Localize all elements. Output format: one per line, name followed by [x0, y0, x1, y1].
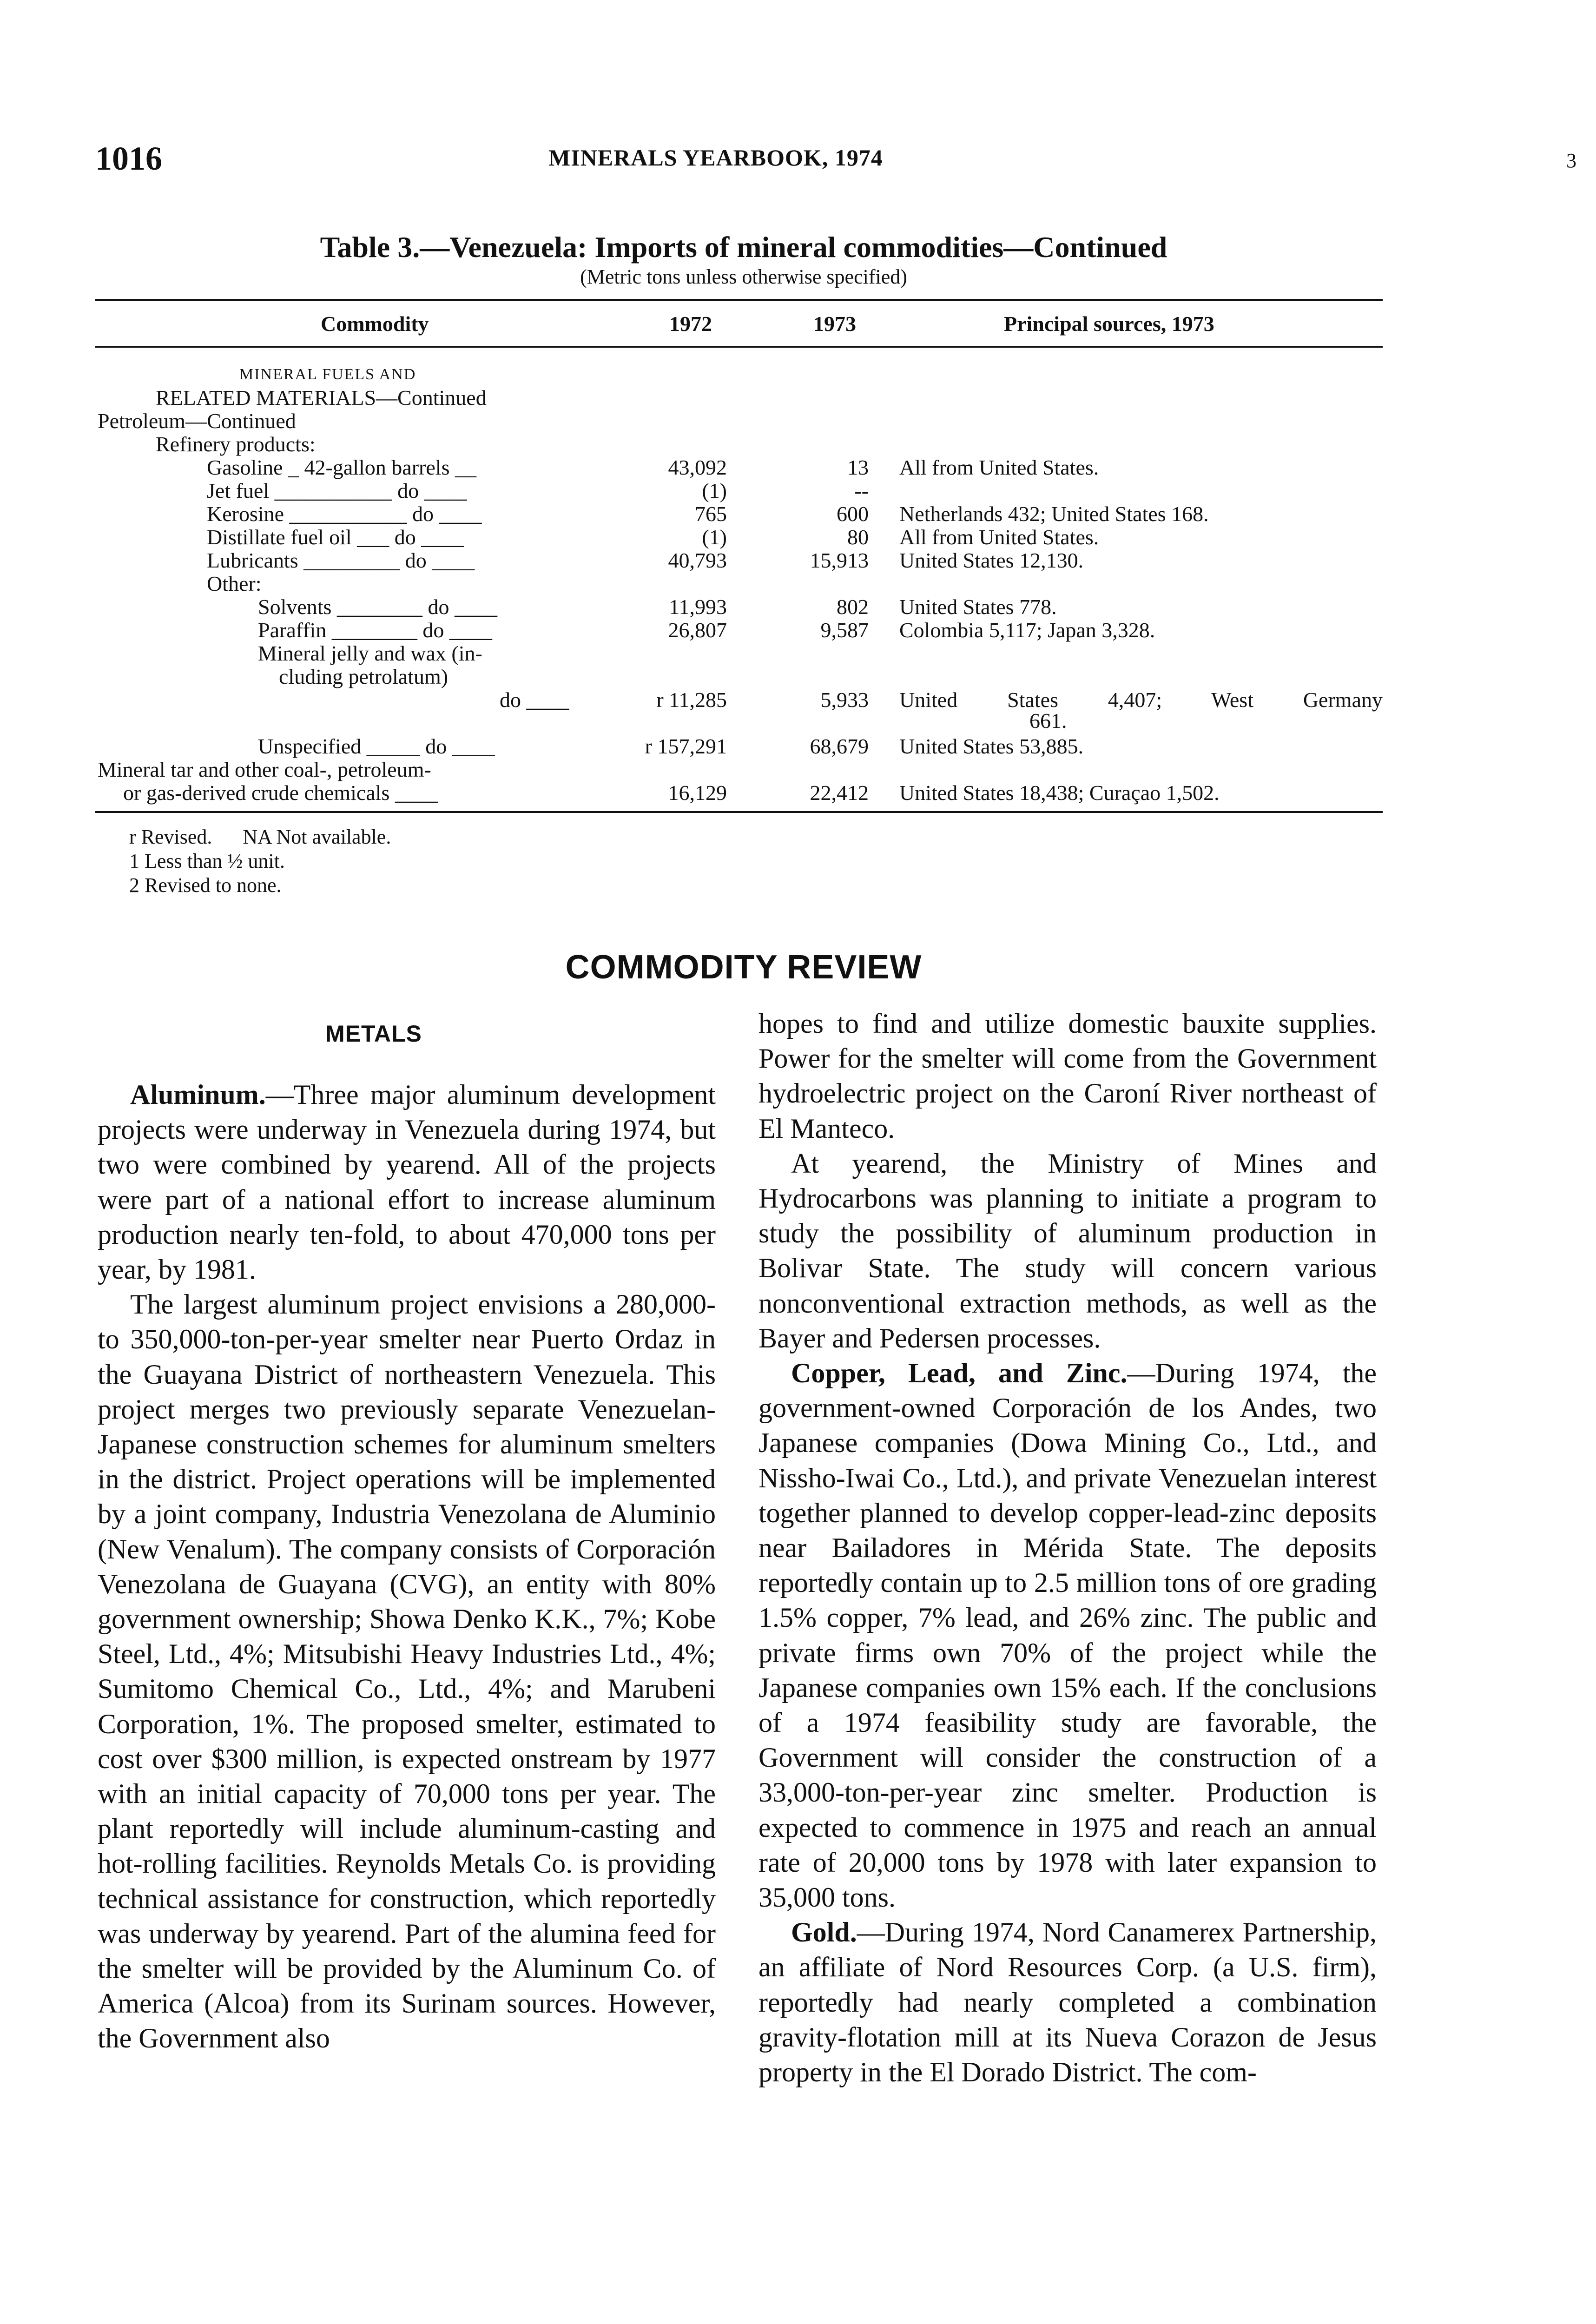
row-label: Lubricants _________ do ____ [207, 548, 475, 572]
row-label: Mineral tar and other coal-, petroleum- [98, 758, 431, 781]
value-1973: 22,412 [810, 781, 869, 805]
principal-sources: United States 18,438; Curaçao 1,502. [899, 781, 1220, 805]
copper-heading: Copper, Lead, and Zinc. [791, 1358, 1128, 1389]
aluminum-paragraph-2: The largest aluminum project envisions a 280,000- to 350,000-ton-per-year smelter near Puerto Ordaz in the Guayana District of northeastern Venezuela. This project merges two previously separate Venezuelan-Japanese construction schemes for aluminum smelters in the district. Project operations will be implemented by a joint company, Industria Venezolana de Aluminio (New Venalum). The company consists of Corporación Venezolana de Guayana (CVG), an entity with 80% government ownership; Showa Denko K.K., 7%; Kobe Steel, Ltd., 4%; Mitsubishi Heavy Industries Ltd., 4%; Sumitomo Chemical Co., Ltd., 4%; and Marubeni Corporation, 1%. The proposed smelter, estimated to cost over $300 million, is expected onstream by 1977 with an initial capacity of 70,000 tons per year. The plant reportedly will include aluminum-casting and hot-rolling facilities. Reynolds Metals Co. is providing technical assistance for construction, which reportedly was underway by yearend. Part of the alumina feed for the smelter will be provided by the Aluminum Co. of America (Alcoa) from its Surinam sources. However, the Government also [98, 1289, 716, 2054]
value-1972: 26,807 [668, 618, 727, 642]
table-row [0, 525, 1596, 549]
table-top-rule [95, 299, 1383, 301]
running-head: MINERALS YEARBOOK, 1974 [548, 145, 883, 171]
table-row [0, 665, 1596, 689]
value-1973: 802 [837, 595, 869, 619]
table-row [0, 409, 1596, 433]
value-1973: 9,587 [820, 618, 869, 642]
row-label: cluding petrolatum) [279, 665, 448, 688]
table-row [0, 618, 1596, 642]
table-row [0, 781, 1596, 805]
aluminum-paragraph-1 [98, 1077, 716, 1287]
gold-paragraph [758, 1915, 1377, 2090]
row-label: do ____ [500, 688, 569, 712]
table-row [0, 641, 1596, 666]
value-1973: 600 [837, 502, 869, 526]
table-row [0, 595, 1596, 619]
principal-sources-continued: 661. [1029, 709, 1067, 733]
page-number: 1016 [95, 140, 162, 177]
value-1973: 5,933 [820, 688, 869, 712]
aluminum-paragraph-3: hopes to find and utilize domestic bauxite supplies. Power for the smelter will come from the Government hydroelectric project on the Caroní River northeast of El Manteco. [758, 1008, 1377, 1144]
principal-sources: United States 778. [899, 595, 1057, 619]
right-column [758, 1006, 1377, 2090]
row-label: or gas-derived crude chemicals ____ [123, 781, 438, 805]
aluminum-text: —Three major aluminum development projects were underway in Venezuela during 1974, but two were combined by yearend. All of the projects were part of a national effort to increase aluminum production nearly ten-fold, to about 470,000 tons per year, by 1981. [98, 1079, 716, 1285]
column-header-commodity: Commodity [321, 312, 429, 336]
value-1973: 15,913 [810, 548, 869, 572]
column-header-1973: 1973 [813, 312, 856, 336]
table-header-rule [95, 346, 1383, 348]
row-label: Solvents ________ do ____ [258, 595, 497, 619]
table-row [0, 709, 1596, 733]
row-label: Paraffin ________ do ____ [258, 618, 492, 642]
value-1972: 765 [695, 502, 727, 526]
table-row [0, 572, 1596, 596]
value-1972: (1) [702, 479, 727, 502]
principal-sources: United States 53,885. [899, 734, 1084, 758]
row-label: Mineral jelly and wax (in- [258, 641, 482, 665]
left-column [98, 1077, 716, 2056]
row-label: Unspecified _____ do ____ [258, 734, 495, 758]
row-label: Other: [207, 572, 262, 595]
principal-sources: All from United States. [899, 525, 1099, 549]
table-row [0, 432, 1596, 456]
row-label: Distillate fuel oil ___ do ____ [207, 525, 464, 549]
principal-sources: All from United States. [899, 456, 1099, 479]
value-1972: (1) [702, 525, 727, 549]
row-label: Jet fuel ___________ do ____ [207, 479, 467, 502]
section-title: COMMODITY REVIEW [565, 949, 922, 986]
section-label-line-2: RELATED MATERIALS—Continued [156, 386, 487, 409]
table-subtitle: (Metric tons unless otherwise specified) [580, 265, 907, 288]
value-1973: -- [854, 479, 869, 502]
principal-sources: Colombia 5,117; Japan 3,328. [899, 618, 1155, 642]
table-bottom-rule [95, 811, 1383, 813]
column-header-sources: Principal sources, 1973 [1004, 312, 1214, 336]
footnote-revised: r Revised. NA Not available. [129, 825, 391, 848]
table-row [0, 502, 1596, 526]
corner-mark: 3 [1566, 149, 1576, 172]
table-section-label [0, 363, 1596, 387]
subsection-title: METALS [325, 1021, 422, 1047]
table-title: Table 3.—Venezuela: Imports of mineral commodities—Continued [320, 231, 1167, 264]
principal-sources: United States 4,407; West Germany [899, 688, 1383, 712]
principal-sources: United States 12,130. [899, 548, 1084, 572]
footnote-1: 1 Less than ½ unit. [129, 850, 285, 872]
value-1973: 80 [847, 525, 869, 549]
column-header-1972: 1972 [669, 312, 712, 336]
value-1972: 11,993 [669, 595, 727, 619]
row-label: Kerosine ___________ do ____ [207, 502, 482, 526]
table-row [0, 758, 1596, 782]
footnote-2: 2 Revised to none. [129, 874, 282, 897]
section-label-line-1: MINERAL FUELS AND [239, 366, 416, 383]
table-row [0, 548, 1596, 573]
table-section-label [0, 386, 1596, 410]
table-row [0, 734, 1596, 759]
copper-text: —During 1974, the government-owned Corporación de los Andes, two Japanese companies (Dowa Mining Co., Ltd., and Nissho-Iwai Co., Ltd.), and private Venezuelan interest together planned to develop copper-lead-zinc deposits near Bailadores in Mérida State. The deposits reportedly contain up to 2.5 million tons of ore grading 1.5% copper, 7% lead, and 26% zinc. The public and private firms own 70% of the project while the Japanese companies own 15% each. If the conclusions of a 1974 feasibility study are favorable, the Government will consider the construction of a 33,000-ton-per-year zinc smelter. Production is expected to commence in 1975 and reach an annual rate of 20,000 tons by 1978 with later expansion to 35,000 tons. [758, 1358, 1377, 1913]
aluminum-paragraph-4: At yearend, the Ministry of Mines and Hydrocarbons was planning to initiate a program to study the possibility of aluminum production in Bolivar State. The study will concern various nonconventional extraction methods, as well as the Bayer and Pedersen processes. [758, 1148, 1377, 1353]
copper-paragraph [758, 1356, 1377, 1915]
value-1972: 43,092 [668, 456, 727, 479]
value-1972: r 157,291 [645, 734, 727, 758]
value-1972: 16,129 [668, 781, 727, 805]
value-1972: r 11,285 [656, 688, 727, 712]
table-row [0, 479, 1596, 503]
row-label: Gasoline _ 42-gallon barrels __ [207, 456, 476, 479]
aluminum-heading: Aluminum. [130, 1079, 266, 1110]
gold-text: —During 1974, Nord Canamerex Partnership, an affiliate of Nord Resources Corp. (a U.S. firm), reportedly had nearly completed a combination gravity-flotation mill at its Nueva Corazon de Jesus property in the El Dorado District. The com- [758, 1917, 1377, 2088]
gold-heading: Gold. [791, 1917, 857, 1948]
value-1973: 68,679 [810, 734, 869, 758]
value-1972: 40,793 [668, 548, 727, 572]
principal-sources: Netherlands 432; United States 168. [899, 502, 1209, 526]
value-1973: 13 [847, 456, 869, 479]
row-label: Refinery products: [156, 432, 316, 456]
row-label: Petroleum—Continued [98, 409, 296, 433]
table-row [0, 456, 1596, 480]
